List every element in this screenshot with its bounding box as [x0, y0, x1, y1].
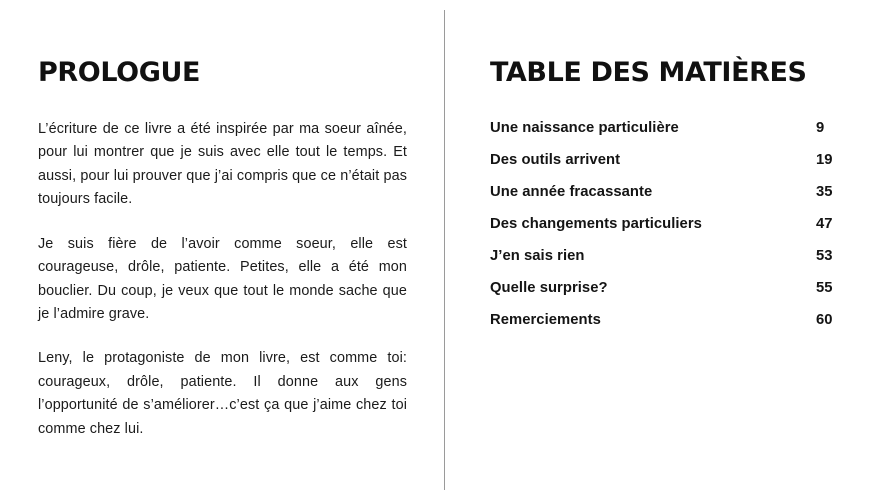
list-item[interactable]: [490, 152, 850, 168]
toc-entry-label: Des changements particuliers: [490, 215, 702, 232]
toc-entry-label: Quelle surprise?: [490, 279, 608, 296]
table-of-contents-page: [445, 0, 890, 500]
toc-entry-label: Une année fracassante: [490, 183, 653, 200]
toc-entry-label: Une naissance particulière: [490, 119, 679, 136]
toc-list: [490, 120, 850, 328]
list-item[interactable]: [490, 216, 850, 232]
toc-entry-page: 19: [816, 151, 833, 168]
page-title: TABLE DES MATIÈRES: [490, 57, 807, 88]
page-title: PROLOGUE: [38, 57, 201, 88]
toc-entry-page: 60: [816, 311, 833, 328]
prologue-body: [38, 118, 407, 442]
list-item[interactable]: [490, 312, 850, 328]
toc-entry-page: 9: [816, 119, 825, 136]
paragraph: L’écriture de ce livre a été inspirée par ma soeur aînée, pour lui montrer que je suis avec elle tout le temps. Et aussi, pour lui prouver que j’ai compris que ce n’était pas toujours facile.: [38, 120, 407, 208]
toc-entry-label: Remerciements: [490, 311, 601, 328]
toc-entry-page: 55: [816, 279, 833, 296]
toc-entry-label: Des outils arrivent: [490, 151, 621, 168]
list-item[interactable]: [490, 248, 850, 264]
paragraph: Je suis fière de l’avoir comme soeur, elle est courageuse, drôle, patiente. Petites, elle a été mon bouclier. Du coup, je veux que tout le monde sache que je l’admire grave.: [38, 235, 407, 322]
paragraph: Leny, le protagoniste de mon livre, est comme toi: courageux, drôle, patiente. Il donne aux gens l’opportunité de s’améliorer…c’est ça que j’aime chez toi comme chez lui.: [38, 350, 407, 437]
list-item[interactable]: [490, 280, 850, 296]
toc-entry-label: J’en sais rien: [490, 247, 585, 264]
list-item[interactable]: [490, 120, 850, 136]
list-item[interactable]: [490, 184, 850, 200]
toc-entry-page: 47: [816, 215, 833, 232]
toc-entry-page: 53: [816, 247, 833, 264]
toc-entry-page: 35: [816, 183, 833, 200]
